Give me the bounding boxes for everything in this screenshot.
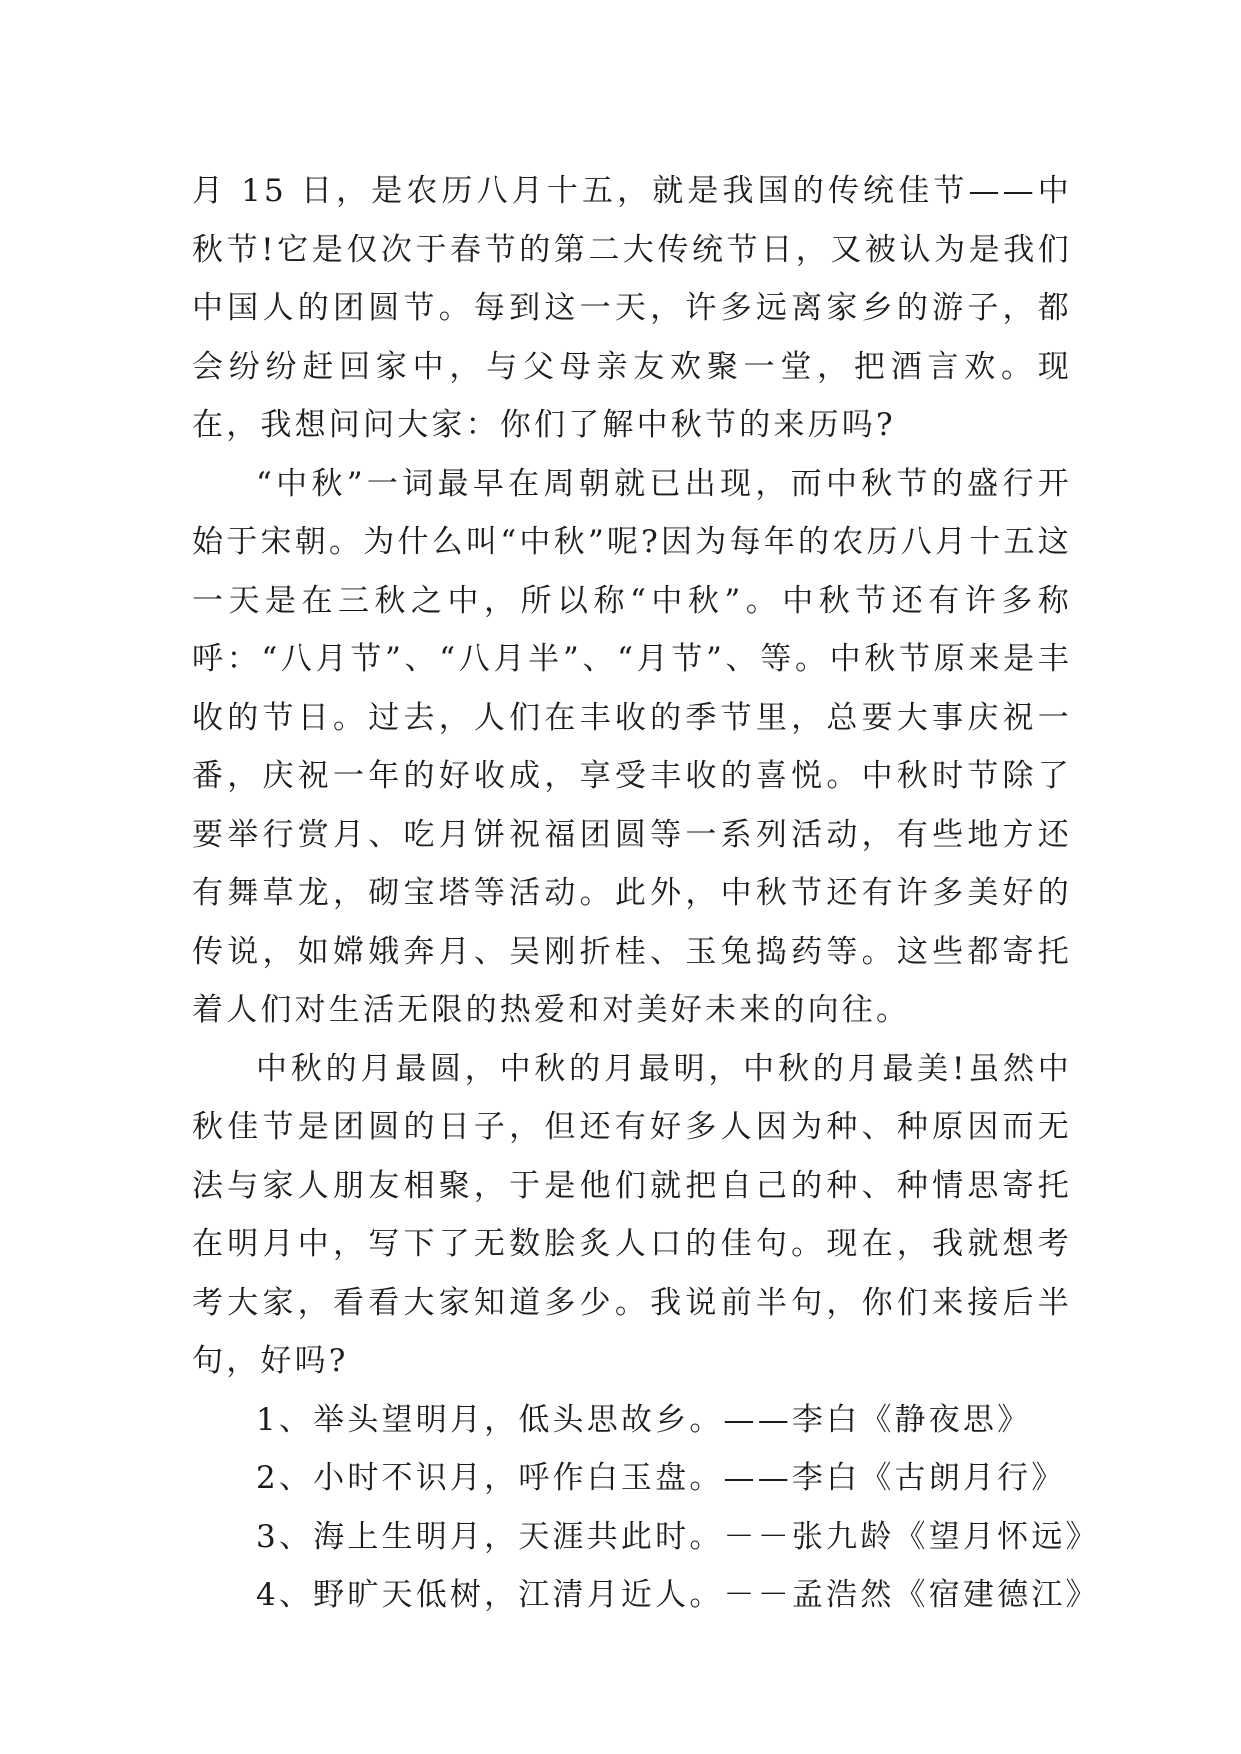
poem-line-2: 2、小时不识月，呼作白玉盘。——李白《古朗月行》	[256, 1460, 1066, 1496]
paragraph-moon-poems: 中秋的月最圆，中秋的月最明，中秋的月最美!虽然中秋佳节是团圆的日子，但还有好多人因为种、种原因而无法与家人朋友相聚，于是他们就把自己的种、种情思寄托在明月中，写下了无数脍炙人口的佳句。现在，我就想考考大家，看看大家知道多少。我说前半句，你们来接后半句，好吗?	[192, 1050, 1072, 1379]
paragraph-intro: 月 15 日，是农历八月十五，就是我国的传统佳节——中秋节!它是仅次于春节的第二大传统节日，又被认为是我们中国人的团圆节。每到这一天，许多远离家乡的游子，都会纷纷赶回家中，与父母亲友欢聚一堂，把酒言欢。现在，我想问问大家：你们了解中秋节的来历吗?	[192, 173, 1072, 443]
poem-line-4: 4、野旷天低树，江清月近人。－－孟浩然《宿建德江》	[256, 1577, 1100, 1613]
paragraph-history: “中秋”一词最早在周朝就已出现，而中秋节的盛行开始于宋朝。为什么叫“中秋”呢?因为每年的农历八月十五这一天是在三秋之中，所以称“中秋”。中秋节还有许多称呼：“八月节”、“八月半”、“月节”、等。中秋节原来是丰收的节日。过去，人们在丰收的季节里，总要大事庆祝一番，庆祝一年的好收成，享受丰收的喜悦。中秋时节除了要举行赏月、吃月饼祝福团圆等一系列活动，有些地方还有舞草龙，砌宝塔等活动。此外，中秋节还有许多美好的传说，如嫦娥奔月、吴刚折桂、玉兔捣药等。这些都寄托着人们对生活无限的热爱和对美好未来的向往。	[192, 465, 1072, 1028]
document-body	[192, 162, 1100, 1625]
poem-line-1: 1、举头望明月，低头思故乡。——李白《静夜思》	[256, 1401, 1032, 1438]
poem-line-3: 3、海上生明月，天涯共此时。－－张九龄《望月怀远》	[256, 1518, 1100, 1555]
